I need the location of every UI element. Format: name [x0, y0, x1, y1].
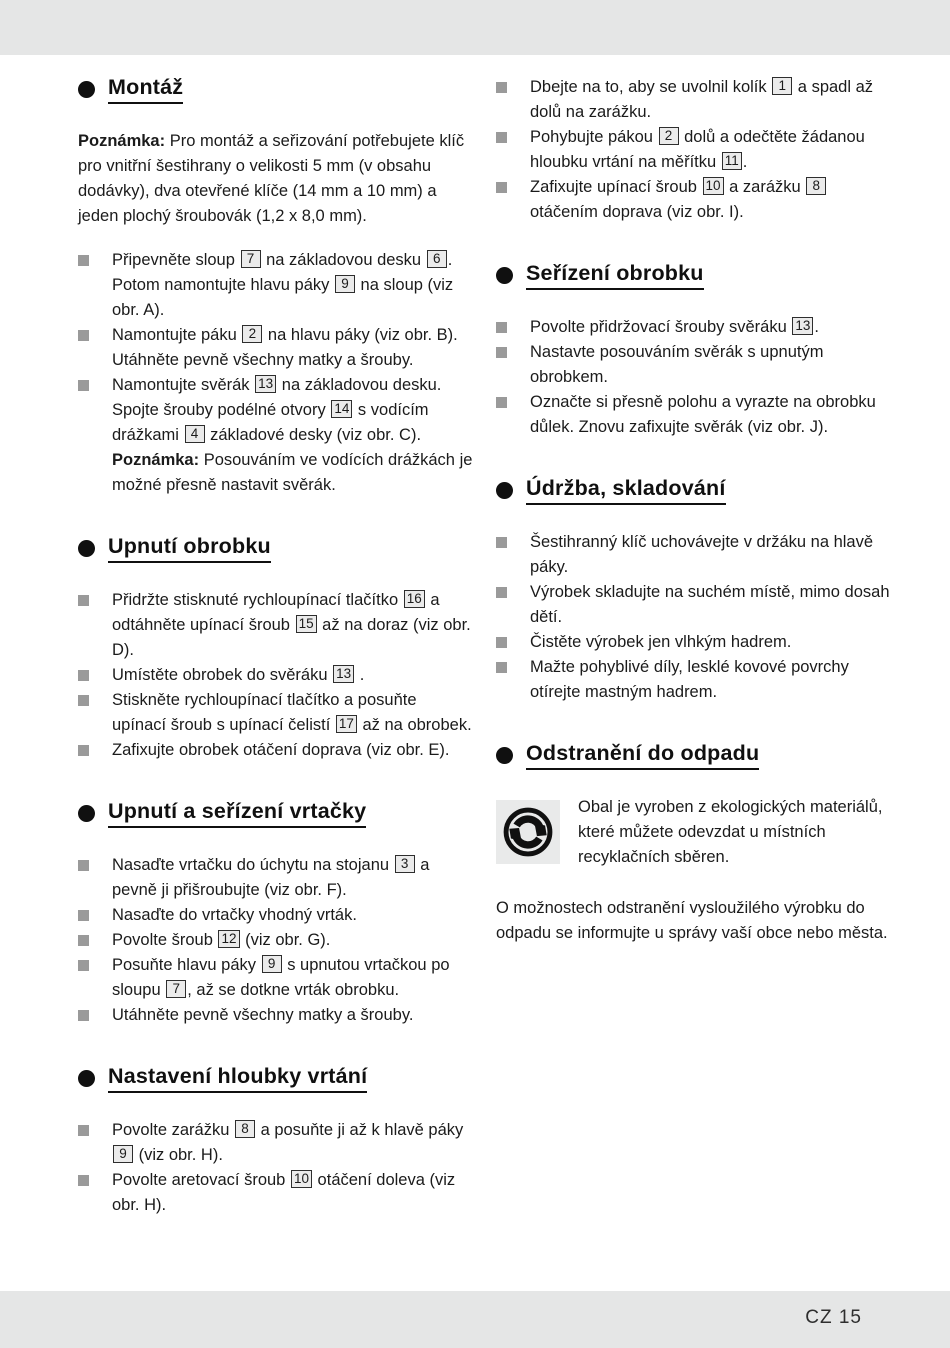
list-bullet-icon	[78, 960, 89, 971]
list-item-text: Čistěte výrobek jen vlhkým hadrem.	[530, 633, 792, 652]
list-item	[496, 655, 892, 705]
part-ref-number: 17	[336, 715, 357, 733]
list-bullet-icon	[496, 587, 507, 598]
list-item	[78, 248, 474, 323]
list-bullet-icon	[78, 595, 89, 606]
list-item-text: Povolte aretovací šroub 10 otáčení doleva (viz obr. H).	[112, 1171, 456, 1215]
bullet-list	[496, 75, 892, 225]
list-item	[78, 953, 474, 1003]
paragraph: Poznámka: Pro montáž a seřizování potřebujete klíč pro vnitřní šestihrany o velikosti 5 mm (v obsahu dodávky), dva otevřené klíče (14 mm a 10 mm) a jeden plochý šroubovák (1,2 x 8,0 mm).	[78, 132, 465, 226]
list-bullet-icon	[78, 1010, 89, 1021]
list-item	[496, 390, 892, 440]
list-item-text: Šestihranný klíč uchovávejte v držáku na hlavě páky.	[530, 533, 874, 577]
list-bullet-icon	[78, 380, 89, 391]
list-bullet-icon	[78, 935, 89, 946]
page-header-bar	[0, 0, 950, 55]
part-ref-number: 3	[395, 855, 415, 873]
part-ref-number: 1	[772, 77, 792, 95]
list-bullet-icon	[78, 1125, 89, 1136]
part-ref-number: 16	[404, 590, 425, 608]
list-bullet-icon	[78, 255, 89, 266]
section-header	[78, 1064, 474, 1093]
list-bullet-icon	[496, 347, 507, 358]
green-dot-recycling-icon	[496, 800, 560, 864]
list-item	[496, 75, 892, 125]
list-bullet-icon	[496, 322, 507, 333]
part-ref-number: 10	[703, 177, 724, 195]
bullet-list	[496, 315, 892, 440]
list-item	[78, 1118, 474, 1168]
list-bullet-icon	[78, 745, 89, 756]
part-ref-number: 14	[331, 400, 352, 418]
bullet-list	[78, 853, 474, 1028]
section-heading: Seřízení obrobku	[526, 261, 704, 290]
list-item	[78, 373, 474, 498]
part-ref-number: 13	[255, 375, 276, 393]
section-bullet-icon	[78, 81, 95, 98]
packaging-note-text: Obal je vyroben z ekologických materiálů, které můžete odevzdat u místních recyklačních sběren.	[578, 798, 883, 867]
list-bullet-icon	[496, 82, 507, 93]
list-item	[78, 323, 474, 373]
list-item	[78, 1168, 474, 1218]
part-ref-number: 8	[806, 177, 826, 195]
list-bullet-icon	[78, 695, 89, 706]
section-header	[496, 261, 892, 290]
page-content	[78, 75, 892, 1218]
list-bullet-icon	[496, 397, 507, 408]
list-item-text: Nastavte posouváním svěrák s upnutým obrobkem.	[530, 343, 824, 387]
list-item	[496, 315, 892, 340]
part-ref-number: 2	[659, 127, 679, 145]
part-ref-number: 13	[792, 317, 813, 335]
part-ref-number: 6	[427, 250, 447, 268]
part-ref-number: 7	[166, 980, 186, 998]
section-heading: Nastavení hloubky vrtání	[108, 1064, 367, 1093]
packaging-recycling-note	[496, 795, 892, 870]
list-item	[78, 738, 474, 763]
paragraph: O možnostech odstranění vysloužilého výrobku do odpadu se informujte u správy vaší obce nebo města.	[496, 899, 888, 943]
list-item	[496, 530, 892, 580]
part-ref-number: 4	[185, 425, 205, 443]
list-item-text: Výrobek skladujte na suchém místě, mimo dosah dětí.	[530, 583, 890, 627]
list-bullet-icon	[496, 132, 507, 143]
part-ref-number: 13	[333, 665, 354, 683]
section-bullet-icon	[496, 267, 513, 284]
list-item-text: Nasaďte vrtačku do úchytu na stojanu 3 a pevně ji přišroubujte (viz obr. F).	[112, 856, 430, 900]
section-heading: Upnutí obrobku	[108, 534, 271, 563]
list-item-text: Zafixujte obrobek otáčení doprava (viz obr. E).	[112, 741, 450, 760]
list-item-text: Posuňte hlavu páky 9 s upnutou vrtačkou po sloupu 7 , až se dotkne vrták obrobku.	[112, 956, 450, 1000]
list-item	[496, 125, 892, 175]
list-item-text: Povolte přidržovací šrouby svěráku 13 .	[530, 318, 819, 337]
list-item-text: Nasaďte do vrtačky vhodný vrták.	[112, 906, 357, 925]
list-item-text: Utáhněte pevně všechny matky a šrouby.	[112, 1006, 414, 1025]
list-item	[78, 1003, 474, 1028]
section-heading: Upnutí a seřízení vrtačky	[108, 799, 366, 828]
right-column	[496, 75, 892, 1218]
list-item	[496, 340, 892, 390]
bullet-list	[78, 1118, 474, 1218]
section-header	[496, 476, 892, 505]
list-item-text: Mažte pohyblivé díly, lesklé kovové povrchy otírejte mastným hadrem.	[530, 658, 849, 702]
list-bullet-icon	[78, 330, 89, 341]
section-header	[78, 799, 474, 828]
part-ref-number: 2	[242, 325, 262, 343]
section-heading: Montáž	[108, 75, 183, 104]
bullet-list	[78, 248, 474, 498]
part-ref-number: 10	[291, 1170, 312, 1188]
list-bullet-icon	[496, 662, 507, 673]
section-bullet-icon	[78, 540, 95, 557]
part-ref-number: 8	[235, 1120, 255, 1138]
part-ref-number: 11	[722, 152, 742, 170]
bullet-list	[496, 530, 892, 705]
list-item-text: Namontujte svěrák 13 na základovou desku. Spojte šrouby podélné otvory 14 s vodícím drážkami 4 základové desky (viz obr. C). Poznámka: Posouváním ve vodících drážkách je možné přesně nastavit svěrák.	[112, 376, 473, 495]
list-bullet-icon	[78, 910, 89, 921]
list-item-text: Povolte šroub 12 (viz obr. G).	[112, 931, 331, 950]
part-ref-number: 12	[218, 930, 239, 948]
list-bullet-icon	[496, 537, 507, 548]
section-header	[78, 75, 474, 104]
left-column	[78, 75, 474, 1218]
list-bullet-icon	[78, 670, 89, 681]
list-bullet-icon	[496, 182, 507, 193]
part-ref-number: 9	[113, 1145, 133, 1163]
part-ref-number: 15	[296, 615, 317, 633]
list-item-text: Povolte zarážku 8 a posuňte ji až k hlavě páky 9 (viz obr. H).	[112, 1121, 464, 1165]
part-ref-number: 9	[335, 275, 355, 293]
list-bullet-icon	[78, 860, 89, 871]
section-heading: Údržba, skladování	[526, 476, 726, 505]
list-item	[496, 630, 892, 655]
list-item	[78, 928, 474, 953]
list-item	[78, 588, 474, 663]
list-item	[78, 688, 474, 738]
bullet-list	[78, 588, 474, 763]
list-item-text: Namontujte páku 2 na hlavu páky (viz obr. B). Utáhněte pevně všechny matky a šrouby.	[112, 326, 458, 370]
section-header	[78, 534, 474, 563]
part-ref-number: 9	[262, 955, 282, 973]
part-ref-number: 7	[241, 250, 261, 268]
list-item	[78, 903, 474, 928]
list-item	[78, 853, 474, 903]
list-item-text: Označte si přesně polohu a vyrazte na obrobku důlek. Znovu zafixujte svěrák (viz obr. J).	[530, 393, 876, 437]
list-item-text: Dbejte na to, aby se uvolnil kolík 1 a spadl až dolů na zarážku.	[530, 78, 874, 121]
list-item-text: Zafixujte upínací šroub 10 a zarážku 8 otáčením doprava (viz obr. I).	[530, 178, 827, 221]
section-header	[496, 741, 892, 770]
section-bullet-icon	[496, 747, 513, 764]
list-item-text: Pohybujte pákou 2 dolů a odečtěte žádanou hloubku vrtání na měřítku 11 .	[530, 128, 865, 171]
section-bullet-icon	[496, 482, 513, 499]
list-item	[496, 175, 892, 225]
section-heading: Odstranění do odpadu	[526, 741, 759, 770]
list-item-text: Umístěte obrobek do svěráku 13 .	[112, 666, 365, 685]
list-item-text: Přidržte stisknuté rychloupínací tlačítko 16 a odtáhněte upínací šroub 15 až na doraz (viz obr. D).	[112, 591, 471, 660]
page-number: CZ 15	[805, 1307, 862, 1328]
list-item	[496, 580, 892, 630]
section-bullet-icon	[78, 805, 95, 822]
list-item	[78, 663, 474, 688]
list-item-text: Připevněte sloup 7 na základovou desku 6 . Potom namontujte hlavu páky 9 na sloup (viz obr. A).	[112, 251, 454, 320]
section-bullet-icon	[78, 1070, 95, 1087]
list-bullet-icon	[78, 1175, 89, 1186]
list-item-text: Stiskněte rychloupínací tlačítko a posuňte upínací šroub s upínací čelistí 17 až na obrobek.	[112, 691, 472, 735]
list-bullet-icon	[496, 637, 507, 648]
